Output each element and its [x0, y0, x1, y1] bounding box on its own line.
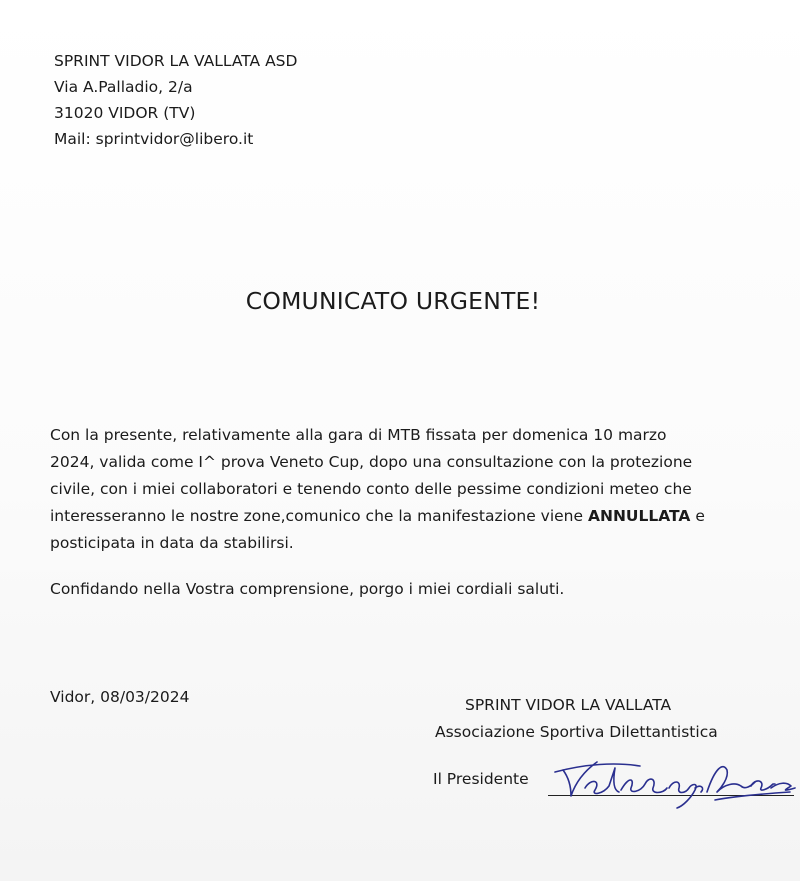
body-text: e: [690, 507, 705, 525]
body-text: interesseranno le nostre zone,comunico che la manifestazione viene: [50, 507, 588, 525]
body-line: civile, con i miei collaboratori e tenendo conto delle pessime condizioni meteo che: [50, 480, 692, 498]
sender-name: SPRINT VIDOR LA VALLATA ASD: [54, 52, 298, 70]
announcement-body: [50, 422, 800, 557]
place-date: Vidor, 08/03/2024: [50, 688, 190, 706]
sender-mail: Mail: sprintvidor@libero.it: [54, 130, 254, 148]
sender-address-block: [54, 48, 297, 152]
body-line: [50, 503, 800, 530]
president-label: Il Presidente: [433, 770, 529, 788]
signature-organization: [435, 692, 775, 746]
handwritten-signature: [545, 748, 800, 818]
org-type: Associazione Sportiva Dilettantistica: [435, 723, 718, 741]
sender-city: 31020 VIDOR (TV): [54, 104, 196, 122]
body-line: Con la presente, relativamente alla gara di MTB fissata per domenica 10 marzo: [50, 426, 667, 444]
document-title: COMUNICATO URGENTE!: [245, 287, 541, 315]
body-line: posticipata in data da stabilirsi.: [50, 534, 294, 552]
org-name: SPRINT VIDOR LA VALLATA: [465, 696, 672, 714]
cancelled-emphasis: ANNULLATA: [587, 507, 691, 525]
sender-street: Via A.Palladio, 2/a: [54, 78, 193, 96]
body-line: 2024, valida come I^ prova Veneto Cup, dopo una consultazione con la protezione: [50, 453, 693, 471]
closing-greeting: Confidando nella Vostra comprensione, porgo i miei cordiali saluti.: [50, 580, 565, 598]
